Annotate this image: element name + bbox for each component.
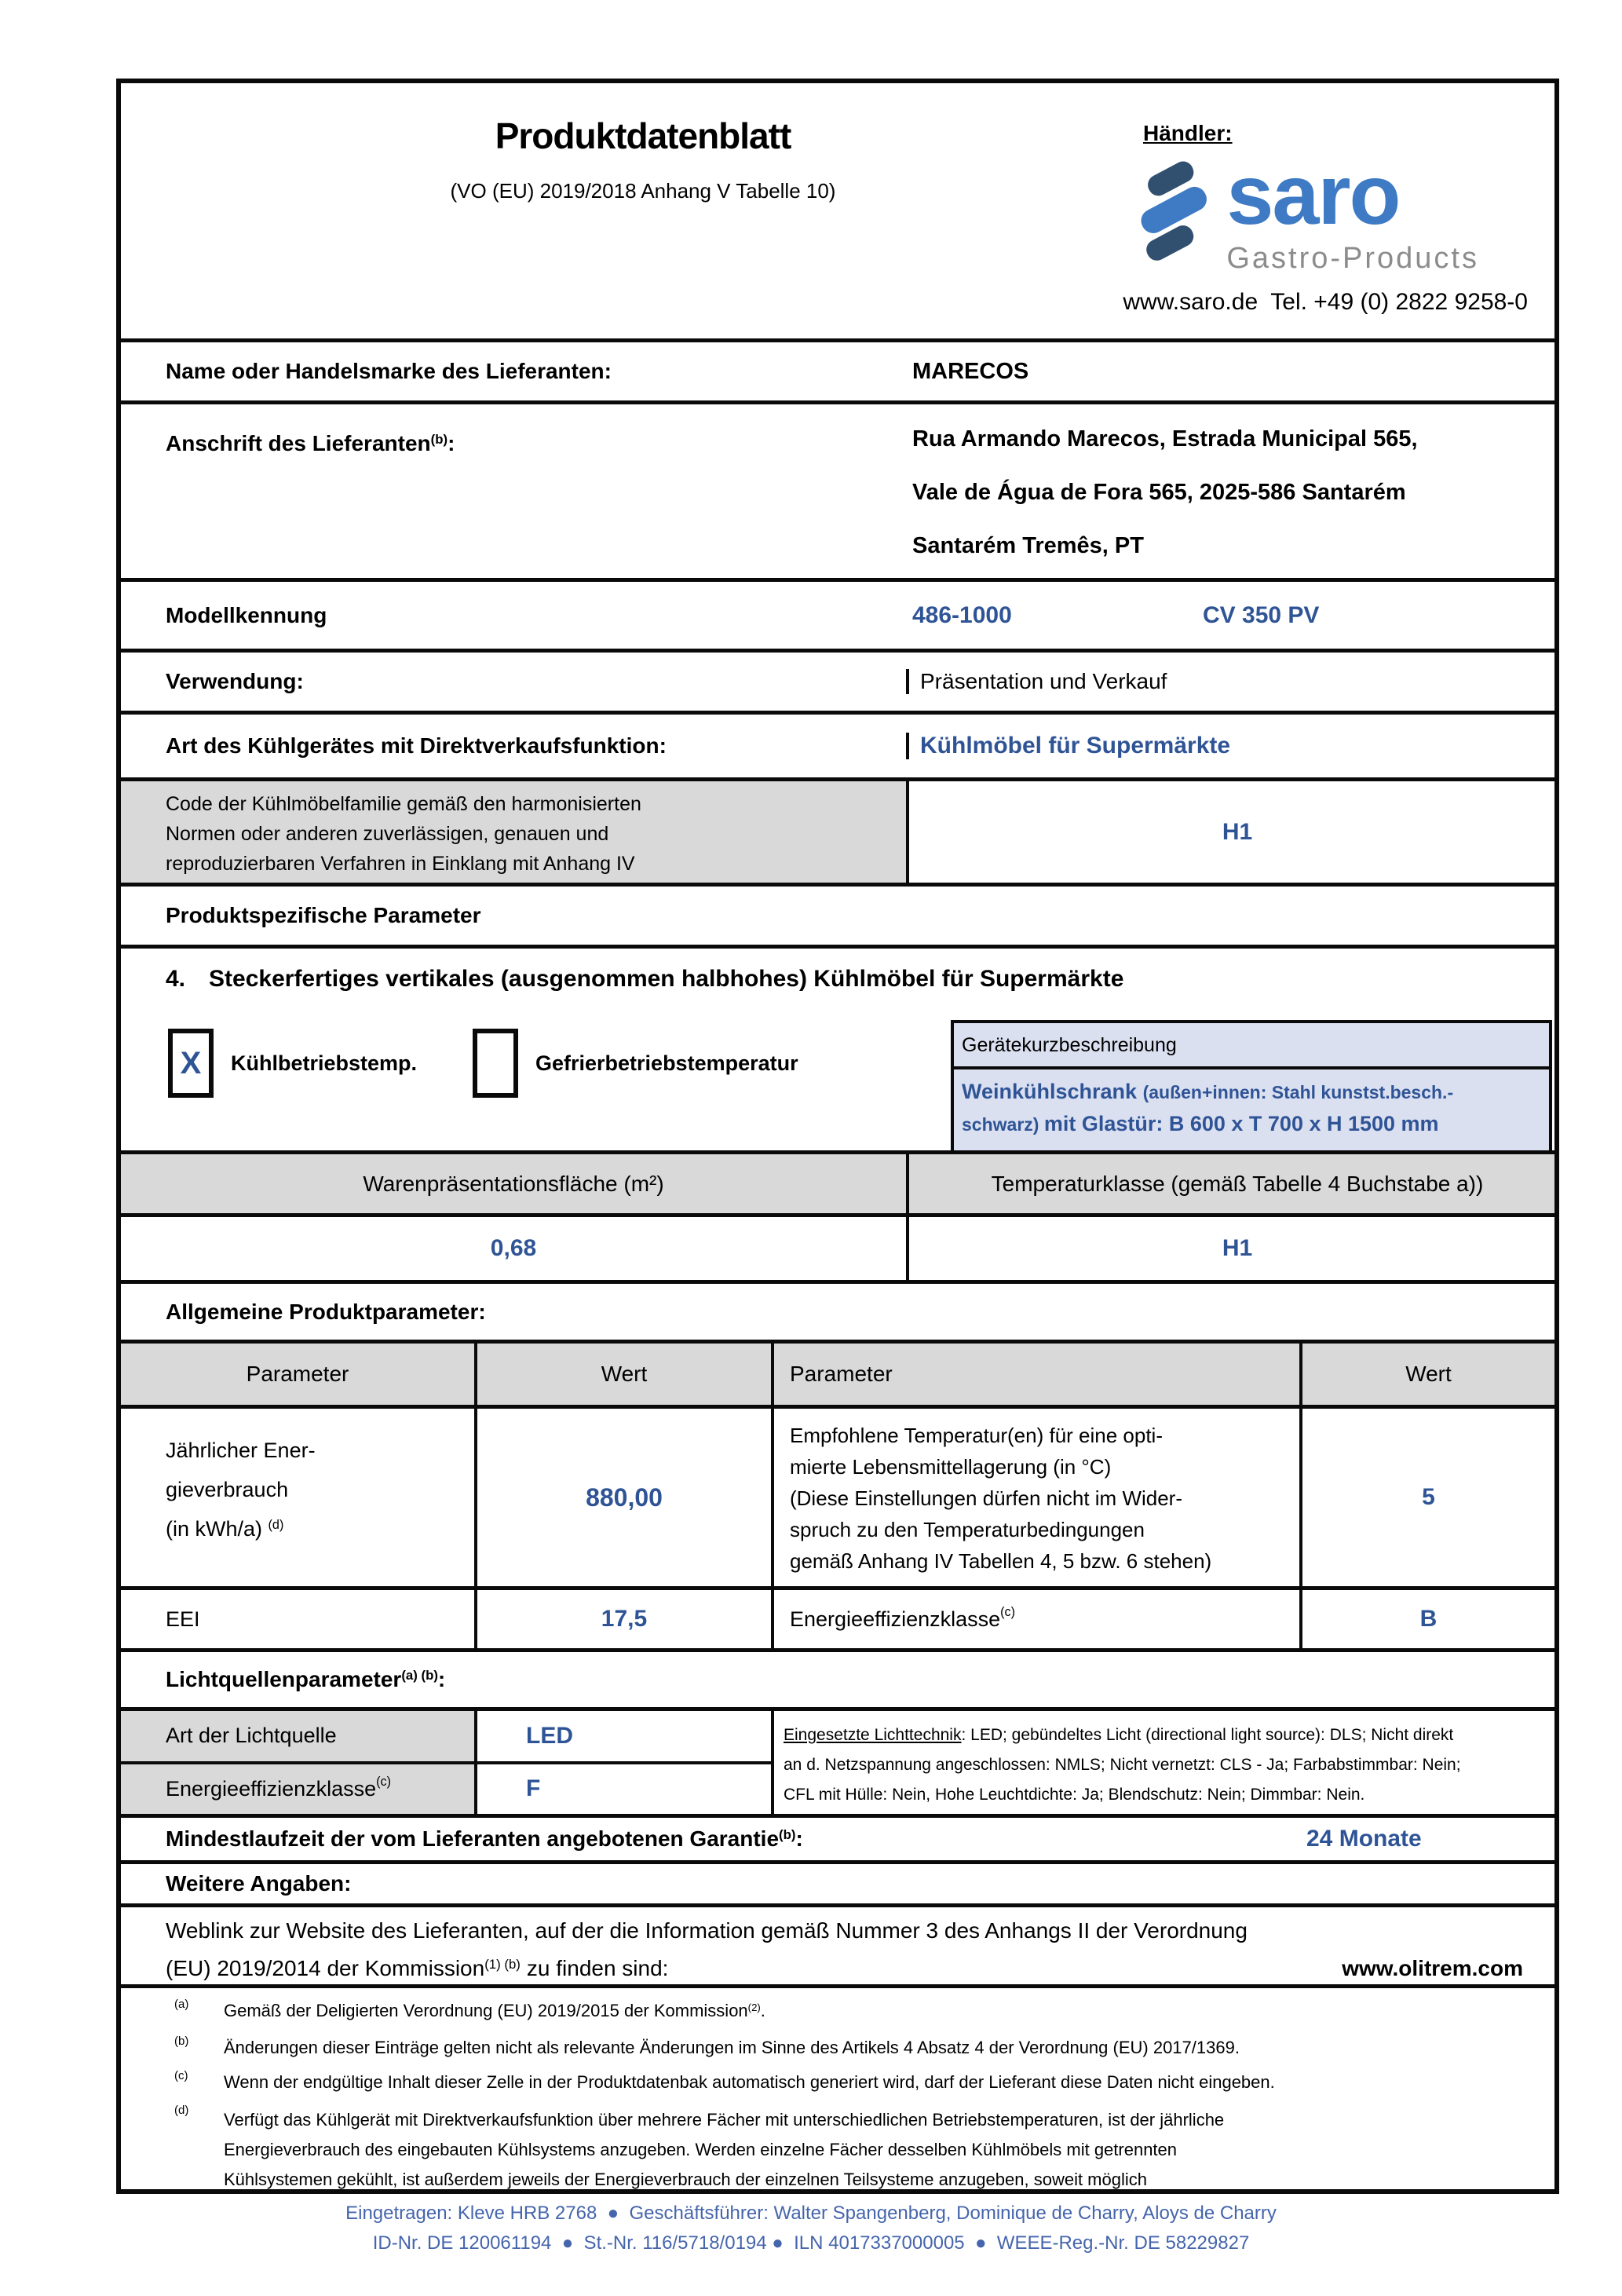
supplier-name-row	[121, 338, 1554, 400]
footnote-a: (a) Gemäß der Deligierten Verordnung (EU) 2019/2015 der Kommission$^{(2)}$.	[174, 1998, 765, 2020]
product-specific-title: Produktspezifische Parameter	[166, 903, 481, 927]
eei-label: EEI	[166, 1607, 200, 1631]
family-code-row	[121, 777, 1554, 883]
dealer-label: Händler:	[1143, 121, 1233, 145]
footnote-ref-1b: (1) (b)	[484, 1956, 521, 1972]
model-name: CV 350 PV	[1203, 601, 1320, 628]
footnote-ref-ab: (a) (b)	[401, 1667, 438, 1683]
light-tech-note: Eingesetzte Lichttechnik: LED; gebündeltes Licht (directional light source): DLS; Nicht direkt an d. Netzspannung angeschlossen: NMLS; Nicht vernetzt: CLS - Ja; Farbabstimmbar: Nein; CFL mit Hülle: Nein, Hohe Leuchtdichte: Ja; Blendschutz: Nein; Dimmbar: Nein.	[771, 1711, 1554, 1814]
light-efficiency-value: F	[474, 1764, 771, 1815]
saro-s-mark-icon	[1138, 159, 1211, 261]
efficiency-class-label: Energieeffizienzklasse (c)	[771, 1590, 1299, 1648]
usage-row	[121, 649, 1554, 711]
footnote-ref-c: (c)	[1000, 1604, 1016, 1619]
dealer-contact: www.saro.de Tel. +49 (0) 2822 9258-0	[1123, 289, 1528, 315]
params-table-header-row	[121, 1340, 1554, 1405]
supplier-name-label: Name oder Handelsmarke des Lieferanten:	[166, 359, 612, 383]
regulation-subtitle: (VO (EU) 2019/2018 Anhang V Tabelle 10)	[450, 179, 836, 203]
supplier-address-value	[906, 404, 1554, 578]
document-header	[121, 83, 1554, 338]
footer-line-registration: Eingetragen: Kleve HRB 2768 ● Geschäftsführer: Walter Spangenberg, Dominique de Charry, Aloys de Charry	[345, 2203, 1277, 2224]
item4-text: Steckerfertiges vertikales (ausgenommen halbhohes) Kühlmöbel für Supermärkte	[209, 966, 1124, 992]
model-row	[121, 578, 1554, 649]
product-specific-title-row	[121, 883, 1554, 945]
more-info-title-row	[121, 1860, 1554, 1903]
item4-number: 4.	[166, 966, 186, 992]
temperature-class-value: H1	[906, 1217, 1554, 1280]
footnote-b: (b) Änderungen dieser Einträge gelten nicht als relevante Änderungen im Sinne des Artikels 4 Absatz 4 der Verordnung (EU) 2017/1369.	[174, 2035, 1240, 2057]
footnote-ref-d: (d)	[268, 1518, 284, 1533]
light-efficiency-label: Energieeffizienzklasse (c)	[121, 1764, 474, 1815]
recommended-temperature-value: 5	[1299, 1409, 1554, 1586]
supplier-name-value: MARECOS	[912, 358, 1029, 384]
presentation-header-row	[121, 1150, 1554, 1213]
presentation-area-header: Warenpräsentationsfläche (m²)	[121, 1154, 906, 1213]
short-description-header: Gerätekurzbeschreibung	[954, 1023, 1549, 1069]
energy-temperature-row	[121, 1405, 1554, 1586]
freezing-temp-label: Gefrierbetriebstemperatur	[535, 1051, 798, 1075]
appliance-type-value: Kühlmöbel für Supermärkte	[906, 733, 1554, 759]
device-short-description-box	[951, 1020, 1552, 1150]
light-source-type-row	[121, 1711, 771, 1761]
eei-row	[121, 1586, 1554, 1648]
short-description-text: Weinkühlschrank (außen+innen: Stahl kunstst.besch.- schwarz) mit Glastür: B 600 x T 700 x H 1500 mm	[962, 1080, 1454, 1135]
item4-title	[166, 966, 1123, 993]
footer-line-ids: ID-Nr. DE 120061194 ● St.-Nr. 116/5718/0194 ● ILN 4017337000005 ● WEEE-Reg.-Nr. DE 58229827	[372, 2232, 1250, 2254]
freezing-temp-option	[473, 1029, 798, 1098]
item4-row	[121, 945, 1554, 1150]
col-header-parameter-1: Parameter	[121, 1344, 474, 1405]
light-source-type-value: LED	[474, 1711, 771, 1761]
page-title: Produktdatenblatt	[495, 115, 791, 156]
appliance-type-label: Art des Kühlgerätes mit Direktverkaufsfunktion:	[166, 733, 667, 758]
freezing-temp-checkbox[interactable]	[473, 1029, 518, 1098]
title-block	[356, 115, 930, 203]
address-line: Rua Armando Marecos, Estrada Municipal 565,	[912, 426, 1418, 452]
presentation-area-value: 0,68	[490, 1235, 537, 1261]
footnote-ref-c: (c)	[376, 1774, 392, 1789]
usage-label: Verwendung:	[166, 669, 304, 693]
efficiency-class-value: B	[1299, 1590, 1554, 1648]
light-params-title-row	[121, 1648, 1554, 1707]
weblink-line2-text: (EU) 2019/2014 der Kommission$^{(1) (b)}$ zu finden sind:	[166, 1956, 669, 1980]
col-header-wert-2: Wert	[1299, 1344, 1554, 1405]
weblink-text-line2	[166, 1950, 1554, 1984]
datasheet-table	[116, 79, 1559, 2194]
warranty-label: Mindestlaufzeit der vom Lieferanten angebotenen Garantie$^{(b)}$:	[166, 1826, 803, 1851]
appliance-type-row	[121, 711, 1554, 777]
footnote-c: (c) Wenn der endgültige Inhalt dieser Zelle in der Produktdatenbak automatisch generiert wird, darf der Lieferant diese Daten nicht eingeben.	[174, 2069, 1275, 2092]
energy-consumption-value: 880,00	[474, 1409, 771, 1586]
family-code-label: Code der Kühlmöbelfamilie gemäß den harmonisierten Normen oder anderen zuverlässigen, genauen und reproduzierbaren Verfahren in Einklang mit Anhang IV	[121, 781, 906, 883]
temperature-class-header: Temperaturklasse (gemäß Tabelle 4 Buchstabe a))	[906, 1154, 1554, 1213]
light-efficiency-row	[121, 1761, 771, 1815]
footnote-d: (d) Verfügt das Kühlgerät mit Direktverkaufsfunktion über mehrere Fächer mit unterschiedlichen Betriebstemperaturen, ist der jährliche Energieverbrauch des eingebauten Kühlsystems anzugeben. Werden einzelne Fächer desselben Kühlmöbels mit getrennten Kühlsystemen gekühlt, ist außerdem jeweils der Energieverbrauch der einzelnen Teilsysteme anzugeben, soweit möglich	[174, 2104, 1225, 2189]
supplier-address-row	[121, 400, 1554, 578]
address-line: Vale de Água de Fora 565, 2025-586 Santarém	[912, 480, 1406, 505]
footnote-ref-b: (b)	[779, 1826, 796, 1842]
eei-value: 17,5	[474, 1590, 771, 1648]
energy-consumption-label: Jährlicher Ener- gieverbrauch (in kWh/a) $^{(d)}$	[166, 1439, 316, 1541]
model-code: 486-1000	[912, 601, 1012, 628]
logo-text	[1226, 147, 1479, 276]
general-params-title: Allgemeine Produktparameter:	[166, 1299, 486, 1324]
logo-brand: saro	[1226, 147, 1400, 242]
recommended-temperature-label: Empfohlene Temperatur(en) für eine opti- mierte Lebensmittellagerung (in °C) (Diese Einstellungen dürfen nicht im Wider- spruch zu den Temperaturbedingungen gemäß Anhang IV Tabellen 4, 5 bzw. 6 stehen)	[771, 1409, 1299, 1586]
more-info-title: Weitere Angaben:	[166, 1871, 352, 1896]
company-footer	[0, 2199, 1622, 2258]
cooling-temp-checkbox[interactable]: X	[168, 1029, 214, 1098]
weblink-text-line1: Weblink zur Website des Lieferanten, auf der die Information gemäß Nummer 3 des Anhangs II der Verordnung	[166, 1918, 1248, 1943]
model-label: Modellkennung	[166, 602, 327, 627]
light-params-title: Lichtquellenparameter$^{(a) (b)}$:	[166, 1667, 446, 1691]
warranty-row	[121, 1814, 1554, 1860]
general-params-title-row	[121, 1280, 1554, 1340]
col-header-wert-1: Wert	[474, 1344, 771, 1405]
usage-value: Präsentation und Verkauf	[906, 669, 1554, 694]
warranty-value: 24 Monate	[1306, 1826, 1422, 1852]
supplier-website-link[interactable]: www.olitrem.com	[1342, 1956, 1523, 1980]
footnotes-section	[121, 1984, 1554, 2189]
weblink-row	[121, 1903, 1554, 1984]
light-params-table	[121, 1707, 1554, 1814]
cooling-temp-label: Kühlbetriebstemp.	[231, 1051, 418, 1075]
presentation-value-row	[121, 1213, 1554, 1280]
model-value	[906, 602, 1554, 629]
saro-logo	[1138, 147, 1479, 276]
address-line: Santarém Tremês, PT	[912, 533, 1144, 558]
family-code-value: H1	[906, 781, 1554, 883]
logo-tagline: Gastro-Products	[1226, 242, 1479, 275]
light-source-type-label: Art der Lichtquelle	[121, 1711, 474, 1761]
light-params-left	[121, 1711, 771, 1814]
cooling-temp-option	[168, 1029, 417, 1098]
footnote-ref-b: (b)	[430, 431, 448, 447]
supplier-address-label: Anschrift des Lieferanten$^{(b)}$:	[166, 431, 455, 455]
col-header-parameter-2: Parameter	[771, 1344, 1299, 1405]
